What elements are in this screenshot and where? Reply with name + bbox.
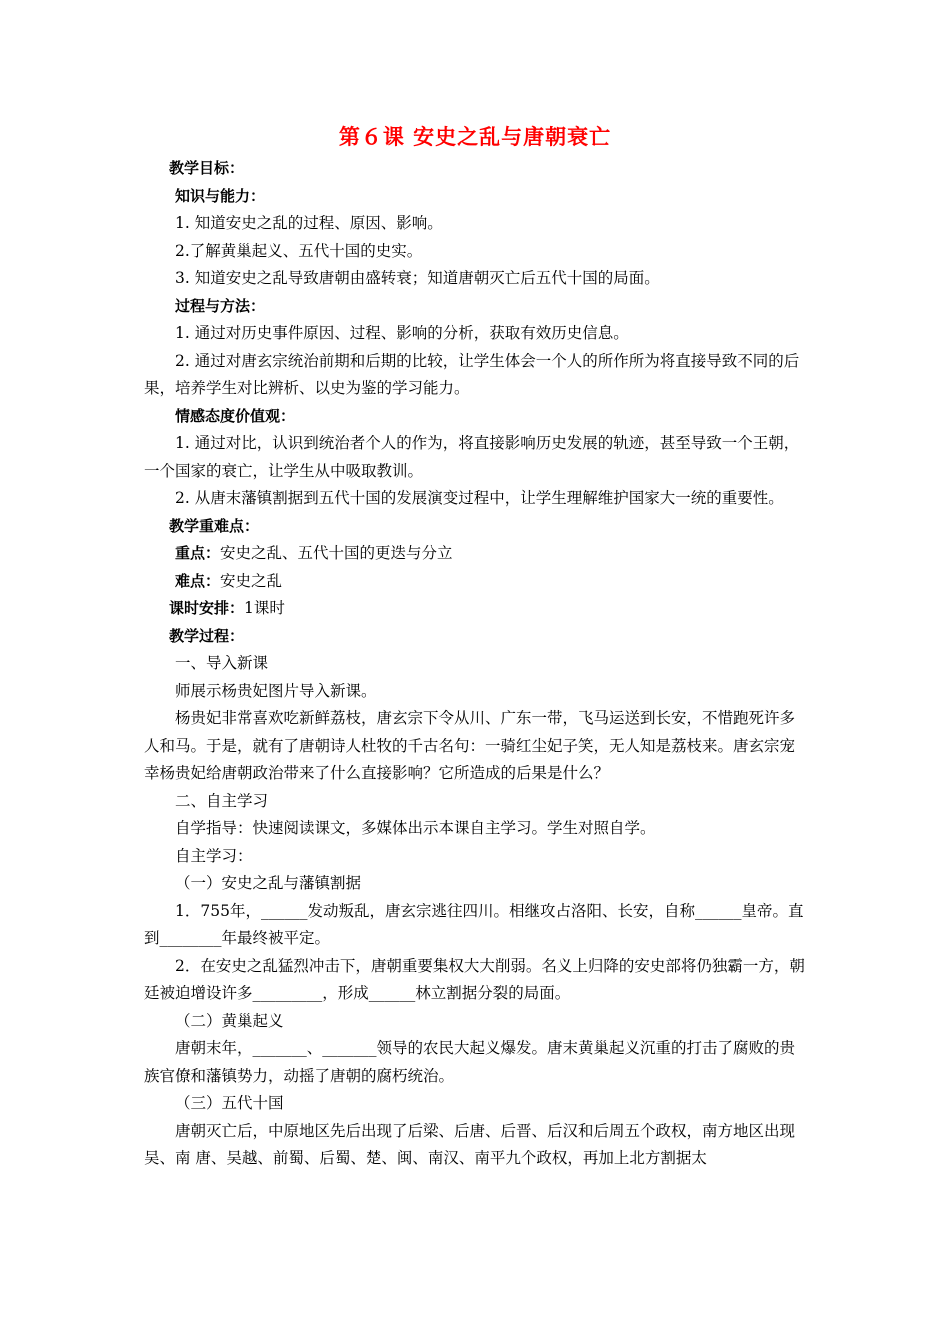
knowledge-item: 1. 知道安史之乱的过程、原因、影响。 bbox=[175, 214, 443, 232]
part2-paragraph: 唐朝末年，_______、_______领导的农民大起义爆发。唐末黄巢起义沉重的打击了腐败的贵族官僚和藩镇势力，动摇了唐朝的腐朽统治。 bbox=[144, 1039, 796, 1085]
part1-heading: （一）安史之乱与藩镇割据 bbox=[175, 874, 362, 892]
part1-item: 2．在安史之乱猛烈冲击下，唐朝重要集权大大削弱。名义上归降的安史部将仍独霸一方，朝廷被迫增设许多_________，形成______林立割据分裂的局面。 bbox=[144, 956, 805, 1002]
self-study-heading: 二、自主学习 bbox=[175, 791, 269, 810]
self-study-label: 自主学习： bbox=[175, 846, 253, 865]
emotion-item: 1. 通过对比，认识到统治者个人的作为，将直接影响历史发展的轨迹，甚至导致一个王朝，一个国家的衰亡，让学生从中吸取教训。 bbox=[144, 434, 800, 480]
process-item: 1. 通过对历史事件原因、过程、影响的分析，获取有效历史信息。 bbox=[175, 324, 629, 342]
key-label: 重点： bbox=[175, 544, 221, 562]
difficulty-text: 安史之乱 bbox=[220, 571, 283, 590]
part2-heading: （二）黄巢起义 bbox=[175, 1011, 284, 1030]
knowledge-heading: 知识与能力： bbox=[175, 186, 266, 205]
key-text: 安史之乱、五代十国的更迭与分立 bbox=[220, 544, 453, 562]
intro-line: 师展示杨贵妃图片导入新课。 bbox=[175, 681, 377, 700]
schedule-label: 课时安排： bbox=[169, 599, 245, 617]
process-item: 2. 通过对唐玄宗统治前期和后期的比较，让学生体会一个人的所作所为将直接导致不同的后果，培养学生对比辨析、以史为鉴的学习能力。 bbox=[144, 351, 800, 397]
emotion-item: 2. 从唐末藩镇割据到五代十国的发展演变过程中，让学生理解维护国家大一统的重要性。 bbox=[175, 489, 784, 507]
intro-heading: 一、导入新课 bbox=[175, 654, 269, 672]
part3-paragraph: 唐朝灭亡后，中原地区先后出现了后梁、后唐、后晋、后汉和后周五个政权，南方地区出现吴、南 唐、吴越、前蜀、后蜀、楚、闽、南汉、南平九个政权，再加上北方割据太 bbox=[144, 1121, 796, 1167]
teaching-process-heading: 教学过程： bbox=[169, 626, 245, 645]
part1-item: 1．755年，______发动叛乱，唐玄宗逃往四川。相继攻占洛阳、长安，自称______皇帝。直到________年最终被平定。 bbox=[144, 901, 804, 947]
key-point bbox=[144, 540, 809, 568]
page-title: 第６课 安史之乱与唐朝衰亡 bbox=[338, 125, 612, 149]
knowledge-item: 3. 知道安史之乱导致唐朝由盛转衰；知道唐朝灭亡后五代十国的局面。 bbox=[175, 269, 660, 287]
emotion-heading: 情感态度价值观： bbox=[175, 406, 296, 425]
intro-paragraph: 杨贵妃非常喜欢吃新鲜荔枝，唐玄宗下令从川、广东一带，飞马运送到长安，不惜跑死许多人和马。于是，就有了唐朝诗人杜牧的千古名句：一骑红尘妃子笑，无人知是荔枝来。唐玄宗宠幸杨贵妃给唐朝政治带来了什么直接影响？它所造成的后果是什么？ bbox=[144, 709, 796, 782]
schedule-text: 1课时 bbox=[244, 599, 285, 617]
schedule bbox=[144, 595, 809, 623]
document-body bbox=[144, 155, 809, 1173]
knowledge-item: 2.了解黄巢起义、五代十国的史实。 bbox=[175, 241, 423, 260]
difficulty-label: 难点： bbox=[175, 571, 221, 590]
self-study-guide: 自学指导：快速阅读课文，多媒体出示本课自主学习。学生对照自学。 bbox=[175, 819, 656, 837]
part3-heading: （三）五代十国 bbox=[175, 1094, 284, 1112]
key-heading: 教学重难点： bbox=[169, 516, 260, 535]
process-heading: 过程与方法： bbox=[175, 296, 266, 315]
difficulty-point bbox=[144, 568, 809, 596]
goal-heading: 教学目标： bbox=[169, 159, 245, 177]
